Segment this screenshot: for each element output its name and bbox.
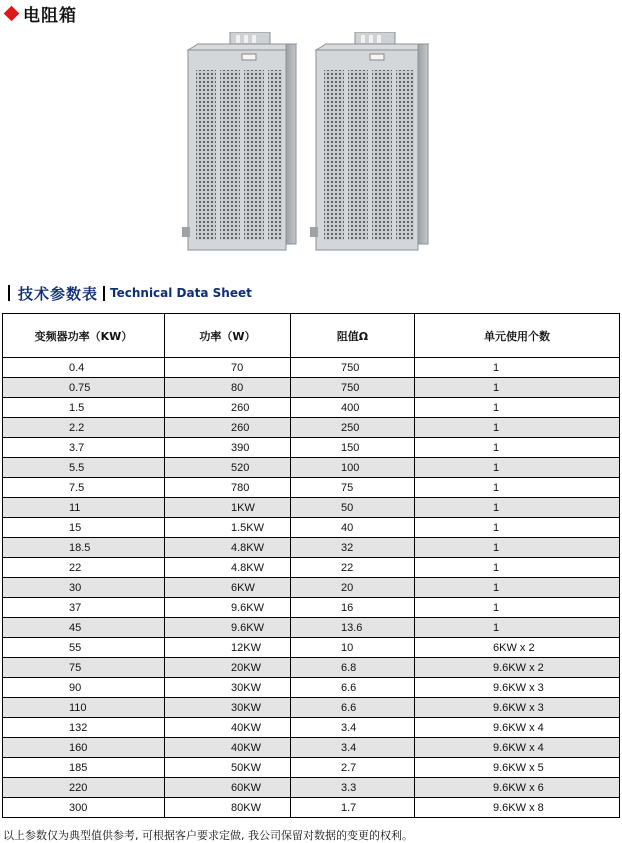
table-cell: 40KW <box>165 738 291 758</box>
table-cell: 250 <box>291 418 415 438</box>
table-cell: 3.4 <box>291 738 415 758</box>
table-cell: 3.4 <box>291 718 415 738</box>
table-cell: 13.6 <box>291 618 415 638</box>
table-cell: 1 <box>415 418 620 438</box>
table-cell: 90 <box>3 678 165 698</box>
table-cell: 300 <box>3 798 165 818</box>
table-cell: 0.4 <box>3 358 165 378</box>
table-cell: 16 <box>291 598 415 618</box>
table-cell: 9.6KW x 8 <box>415 798 620 818</box>
sheet-title-cn: 技术参数表 <box>18 284 99 303</box>
table-cell: 40 <box>291 518 415 538</box>
table-cell: 150 <box>291 438 415 458</box>
table-cell: 5.5 <box>3 458 165 478</box>
table-cell: 1.7 <box>291 798 415 818</box>
table-row <box>3 578 620 598</box>
table-cell: 50KW <box>165 758 291 778</box>
table-cell: 37 <box>3 598 165 618</box>
sheet-heading <box>8 283 252 303</box>
table-cell: 132 <box>3 718 165 738</box>
table-cell: 22 <box>3 558 165 578</box>
table-cell: 2.2 <box>3 418 165 438</box>
table-cell: 18.5 <box>3 538 165 558</box>
table-cell: 780 <box>165 478 291 498</box>
table-row <box>3 558 620 578</box>
technical-data-table <box>2 313 620 818</box>
table-cell: 6KW x 2 <box>415 638 620 658</box>
table-cell: 185 <box>3 758 165 778</box>
table-cell: 1 <box>415 358 620 378</box>
table-cell: 1 <box>415 498 620 518</box>
table-cell: 30KW <box>165 678 291 698</box>
column-header: 变频器功率（KW） <box>3 314 165 358</box>
table-cell: 260 <box>165 418 291 438</box>
table-cell: 1 <box>415 478 620 498</box>
column-header: 单元使用个数 <box>415 314 620 358</box>
table-cell: 3.3 <box>291 778 415 798</box>
table-cell: 15 <box>3 518 165 538</box>
table-cell: 1 <box>415 518 620 538</box>
table-cell: 0.75 <box>3 378 165 398</box>
page-title: 电阻箱 <box>23 5 77 26</box>
table-row <box>3 518 620 538</box>
table-row <box>3 418 620 438</box>
table-cell: 1 <box>415 618 620 638</box>
table-row <box>3 618 620 638</box>
table-cell: 32 <box>291 538 415 558</box>
table-cell: 4.8KW <box>165 538 291 558</box>
table-row <box>3 638 620 658</box>
table-cell: 30 <box>3 578 165 598</box>
table-cell: 1 <box>415 598 620 618</box>
table-cell: 1 <box>415 538 620 558</box>
table-row <box>3 778 620 798</box>
table-cell: 110 <box>3 698 165 718</box>
table-cell: 9.6KW x 4 <box>415 738 620 758</box>
table-cell: 30KW <box>165 698 291 718</box>
table-row <box>3 398 620 418</box>
table-cell: 9.6KW x 3 <box>415 678 620 698</box>
resistor-unit-right <box>310 32 428 250</box>
table-row <box>3 718 620 738</box>
table-row <box>3 458 620 478</box>
table-row <box>3 798 620 818</box>
table-row <box>3 358 620 378</box>
table-cell: 60KW <box>165 778 291 798</box>
table-row <box>3 738 620 758</box>
table-cell: 160 <box>3 738 165 758</box>
table-cell: 400 <box>291 398 415 418</box>
table-cell: 100 <box>291 458 415 478</box>
table-cell: 70 <box>165 358 291 378</box>
table-cell: 40KW <box>165 718 291 738</box>
table-cell: 6.8 <box>291 658 415 678</box>
resistor-unit-left <box>182 32 296 250</box>
table-row <box>3 498 620 518</box>
table-row <box>3 538 620 558</box>
table-cell: 1 <box>415 438 620 458</box>
table-cell: 1.5 <box>3 398 165 418</box>
table-cell: 9.6KW <box>165 598 291 618</box>
table-row <box>3 758 620 778</box>
table-cell: 750 <box>291 378 415 398</box>
table-cell: 11 <box>3 498 165 518</box>
table-cell: 45 <box>3 618 165 638</box>
table-cell: 50 <box>291 498 415 518</box>
table-cell: 1 <box>415 378 620 398</box>
table-cell: 1KW <box>165 498 291 518</box>
table-cell: 520 <box>165 458 291 478</box>
table-cell: 750 <box>291 358 415 378</box>
page-header <box>3 2 77 24</box>
table-row <box>3 678 620 698</box>
table-cell: 260 <box>165 398 291 418</box>
table-cell: 220 <box>3 778 165 798</box>
column-header: 阻值Ω <box>291 314 415 358</box>
table-cell: 9.6KW x 5 <box>415 758 620 778</box>
table-cell: 9.6KW x 3 <box>415 698 620 718</box>
table-cell: 1 <box>415 398 620 418</box>
table-row <box>3 598 620 618</box>
sheet-title-en: Technical Data Sheet <box>110 286 252 300</box>
table-cell: 9.6KW x 4 <box>415 718 620 738</box>
table-cell: 1.5KW <box>165 518 291 538</box>
table-cell: 9.6KW x 6 <box>415 778 620 798</box>
table-cell: 9.6KW <box>165 618 291 638</box>
table-cell: 10 <box>291 638 415 658</box>
table-cell: 22 <box>291 558 415 578</box>
table-row <box>3 698 620 718</box>
table-cell: 20KW <box>165 658 291 678</box>
table-row <box>3 438 620 458</box>
table-cell: 1 <box>415 458 620 478</box>
table-cell: 9.6KW x 2 <box>415 658 620 678</box>
column-header: 功率（W） <box>165 314 291 358</box>
table-cell: 390 <box>165 438 291 458</box>
resistor-box-photo <box>178 32 443 252</box>
heading-divider <box>103 286 105 301</box>
table-cell: 7.5 <box>3 478 165 498</box>
table-cell: 55 <box>3 638 165 658</box>
table-row <box>3 478 620 498</box>
heading-divider <box>8 285 10 301</box>
footnote: 以上参数仅为典型值供参考, 可根据客户要求定做, 我公司保留对数据的变更的权利。 <box>3 829 413 842</box>
table-cell: 6.6 <box>291 678 415 698</box>
table-cell: 3.7 <box>3 438 165 458</box>
table-cell: 6.6 <box>291 698 415 718</box>
table-cell: 12KW <box>165 638 291 658</box>
table-cell: 80KW <box>165 798 291 818</box>
table-cell: 1 <box>415 558 620 578</box>
table-cell: 80 <box>165 378 291 398</box>
table-cell: 4.8KW <box>165 558 291 578</box>
table-row <box>3 658 620 678</box>
table-cell: 75 <box>3 658 165 678</box>
table-cell: 6KW <box>165 578 291 598</box>
table-cell: 2.7 <box>291 758 415 778</box>
table-cell: 1 <box>415 578 620 598</box>
table-row <box>3 378 620 398</box>
table-header-row <box>3 314 620 358</box>
diamond-bullet-icon <box>4 5 20 21</box>
table-cell: 20 <box>291 578 415 598</box>
table-cell: 75 <box>291 478 415 498</box>
